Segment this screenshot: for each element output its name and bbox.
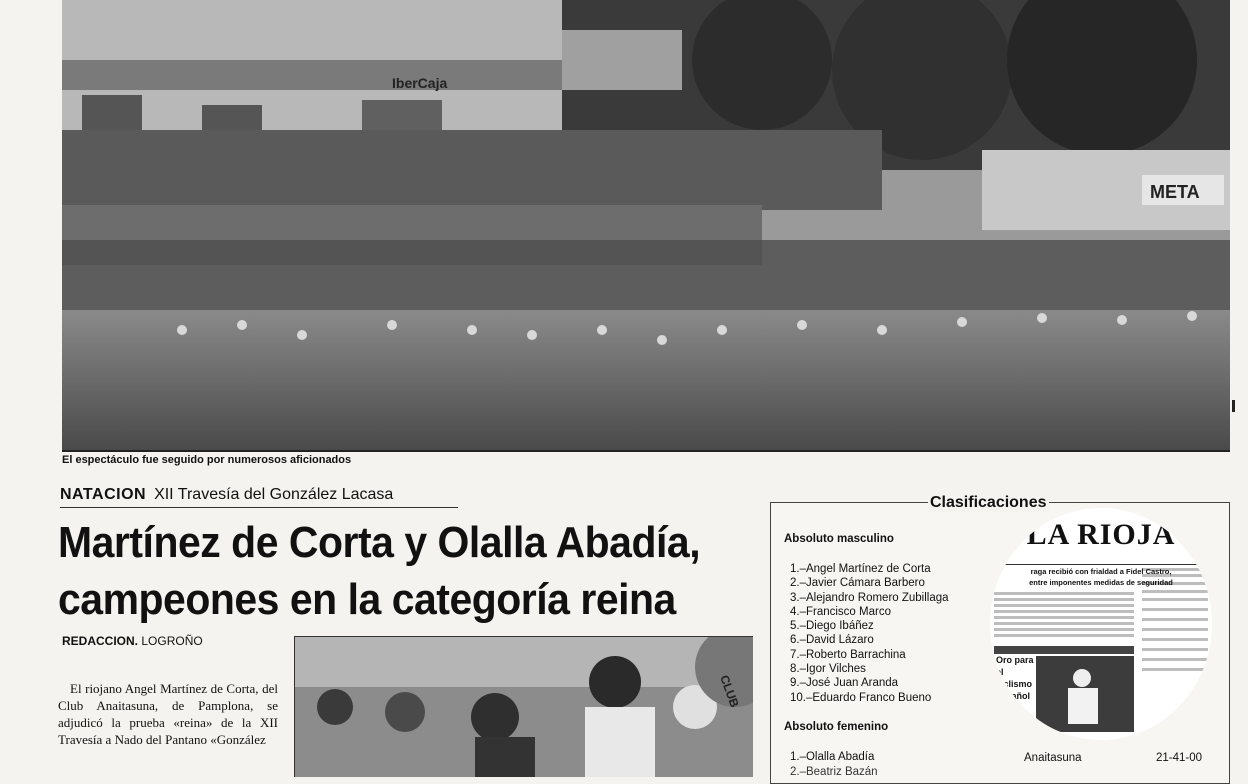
main-photo — [62, 0, 1230, 452]
list-item: 2.–Javier Cámara Barbero — [790, 577, 925, 590]
female-second-cut: 2.–Beatriz Bazán — [790, 766, 878, 778]
section-label: NATACION — [60, 486, 147, 503]
kicker-text: XII Travesía del González Lacasa — [154, 486, 394, 503]
female-first: 1.–Olalla Abadía — [790, 751, 875, 763]
club-sign: CLUB — [717, 673, 742, 710]
inset-photo — [294, 636, 753, 777]
male-category-title: Absoluto masculino — [784, 533, 894, 545]
crop-mark — [1232, 400, 1235, 412]
list-item: 8.–Igor Vilches — [790, 663, 866, 676]
newspaper-name: LA RIOJA — [1026, 518, 1176, 551]
newspaper-thumbnail — [990, 508, 1212, 740]
headline — [58, 514, 709, 628]
newspaper-headline-1: raga recibió con frialdad a Fidel Castro, — [1030, 567, 1172, 576]
list-item: 9.–José Juan Aranda — [790, 677, 899, 690]
section-kicker — [60, 486, 458, 508]
byline-author: REDACCION. — [62, 634, 139, 648]
meta-sign: META — [1150, 182, 1200, 202]
ibercaja-sign: IberCaja — [392, 75, 448, 91]
list-item: 3.–Alejandro Romero Zubillaga — [790, 591, 949, 604]
female-first-club: Anaitasuna — [1024, 752, 1082, 764]
headline-line-1: Martínez de Corta y Olalla Abadía, — [58, 518, 701, 567]
headline-line-2: campeones en la categoría reina — [58, 575, 676, 624]
byline — [62, 634, 203, 648]
byline-place: LOGROÑO — [141, 634, 203, 648]
list-item: 1.–Angel Martínez de Corta — [790, 563, 931, 575]
newspaper-oro: Oro para el ciclismo español — [996, 655, 1034, 701]
female-category-title: Absoluto femenino — [784, 721, 889, 733]
newspaper-headline-2: entre imponentes medidas de seguridad — [1029, 578, 1173, 587]
photo-caption: El espectáculo fue seguido por numerosos aficionados — [62, 454, 352, 466]
list-item: 4.–Francisco Marco — [790, 605, 891, 618]
article-body: El riojano Angel Martínez de Corta, del Club Anaitasuna, de Pamplona, se adjudicó la prueba «reina» de la XII Travesía a Nado del Pantano «González — [58, 681, 278, 747]
classifications-title: Clasificaciones — [930, 494, 1047, 511]
list-item: 5.–Diego Ibáñez — [790, 620, 874, 633]
list-item: 7.–Roberto Barrachina — [790, 648, 906, 661]
female-first-time: 21-41-00 — [1156, 752, 1203, 764]
list-item: 6.–David Lázaro — [790, 634, 874, 647]
male-list — [790, 562, 949, 705]
list-item: 10.–Eduardo Franco Bueno — [790, 691, 932, 704]
